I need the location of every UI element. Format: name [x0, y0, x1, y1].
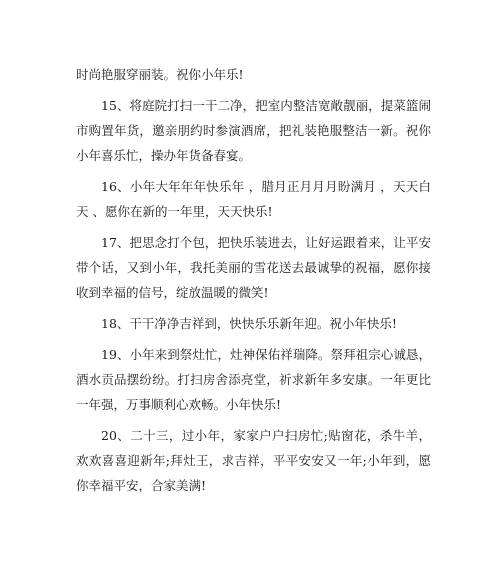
paragraph-16: 16、小年大年年年快乐年 ，腊月正月月月盼满月 ，天天白天 、愿你在新的一年里，天天快乐!: [76, 179, 431, 219]
paragraph-15: 15、将庭院打扫一干二净，把室内整洁宽敞靓丽，提菜篮闹市购置年货，邀亲朋约时参演酒席，把礼装艳服整洁一新。祝你小年喜乐忙，操办年货备春宴。: [76, 98, 431, 163]
paragraph-19: 19、小年来到祭灶忙，灶神保佑祥瑞降。祭拜祖宗心诚恳，酒水贡品摆纷纷。打扫房舍添亮堂，祈求新年多安康。一年更比一年强，万事顺利心欢畅。小年快乐!: [76, 347, 431, 412]
paragraph-continued: 时尚艳服穿丽装。祝你小年乐!: [76, 67, 244, 82]
paragraph-18: 18、干干净净吉祥到，快快乐乐新年迎。祝小年快乐!: [101, 316, 397, 331]
document-body: [76, 62, 431, 504]
paragraph-20: 20、二十三，过小年，家家户户扫房忙;贴窗花，杀牛羊，欢欢喜喜迎新年;拜灶王，求吉祥，平平安安又一年;小年到，愿你幸福平安，合家美满!: [76, 428, 431, 493]
paragraph-17: 17、把思念打个包，把快乐装进去，让好运跟着来，让平安带个话，又到小年，我托美丽的雪花送去最诚挚的祝福，愿你接收到幸福的信号，绽放温暖的微笑!: [76, 235, 431, 300]
